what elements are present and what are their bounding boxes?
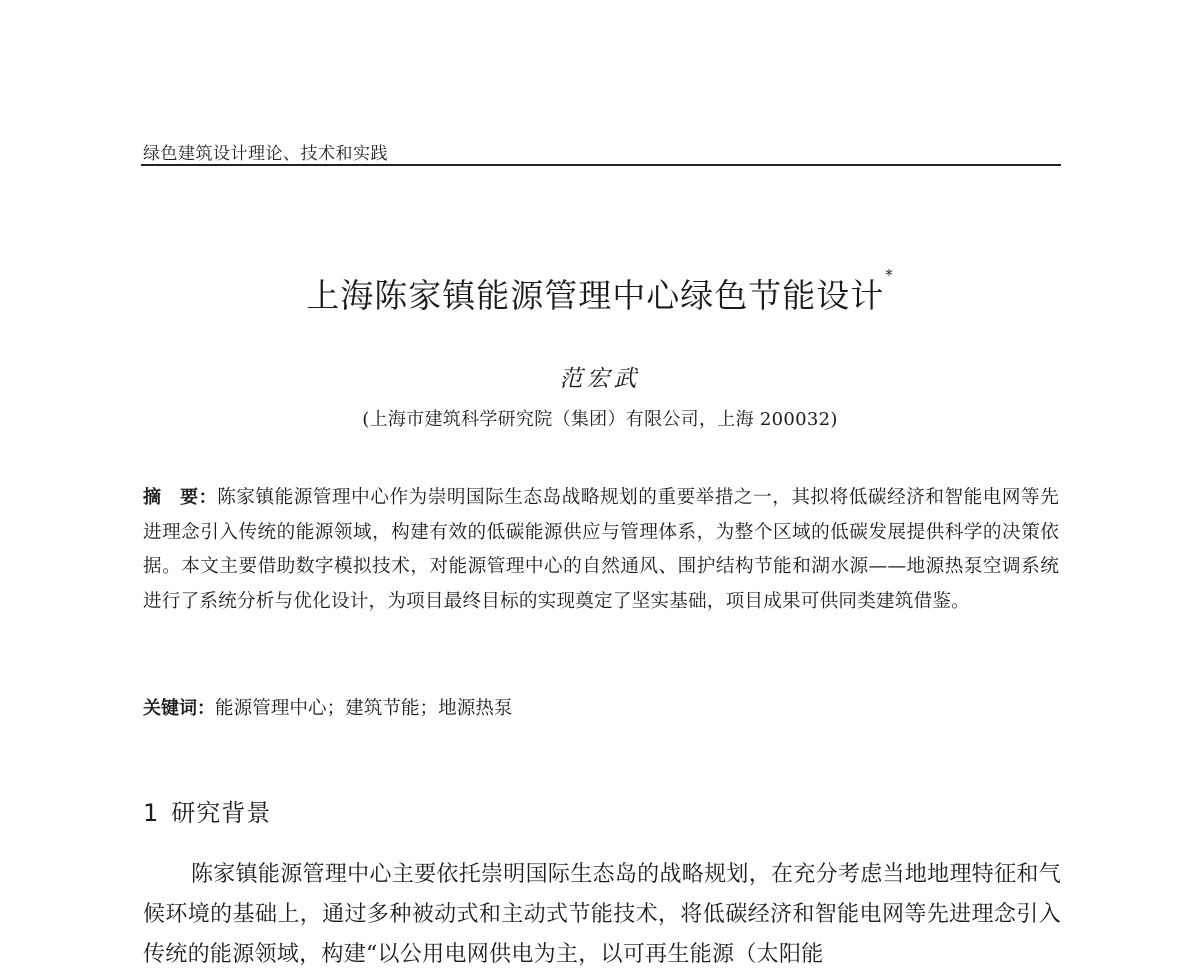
header-rule [141, 164, 1061, 166]
author-affiliation: (上海市建筑科学研究院（集团）有限公司，上海 200032) [362, 409, 838, 430]
keywords-block [143, 694, 1059, 724]
keywords-text: 能源管理中心；建筑节能；地源热泵 [215, 698, 513, 719]
section-number: 1 [143, 799, 160, 827]
section-heading [143, 793, 271, 828]
author-name: 范宏武 [559, 366, 641, 392]
running-header: 绿色建筑设计理论、技术和实践 [143, 144, 388, 164]
paper-title [0, 266, 1200, 317]
body-paragraph: 陈家镇能源管理中心主要依托崇明国际生态岛的战略规划，在充分考虑当地地理特征和气候环境的基础上，通过多种被动式和主动式节能技术，将低碳经济和智能电网等先进理念引入传统的能源领域，构建“以公用电网供电为主，以可再生能源（太阳能 [143, 862, 1061, 967]
keywords-label: 关键词： [143, 698, 215, 719]
abstract-label: 摘 要： [143, 487, 218, 508]
section-title: 研究背景 [171, 799, 272, 827]
paper-title-text: 上海陈家镇能源管理中心绿色节能设计 [306, 276, 885, 315]
title-footnote-mark: * [885, 266, 894, 284]
abstract-block [143, 481, 1059, 619]
abstract-text: 陈家镇能源管理中心作为崇明国际生态岛战略规划的重要举措之一，其拟将低碳经济和智能电网等先进理念引入传统的能源领域，构建有效的低碳能源供应与管理体系，为整个区域的低碳发展提供科学的决策依据。本文主要借助数字模拟技术，对能源管理中心的自然通风、围护结构节能和湖水源——地源热泵空调系统进行了系统分析与优化设计，为项目最终目标的实现奠定了坚实基础，项目成果可供同类建筑借鉴。 [143, 487, 1059, 612]
